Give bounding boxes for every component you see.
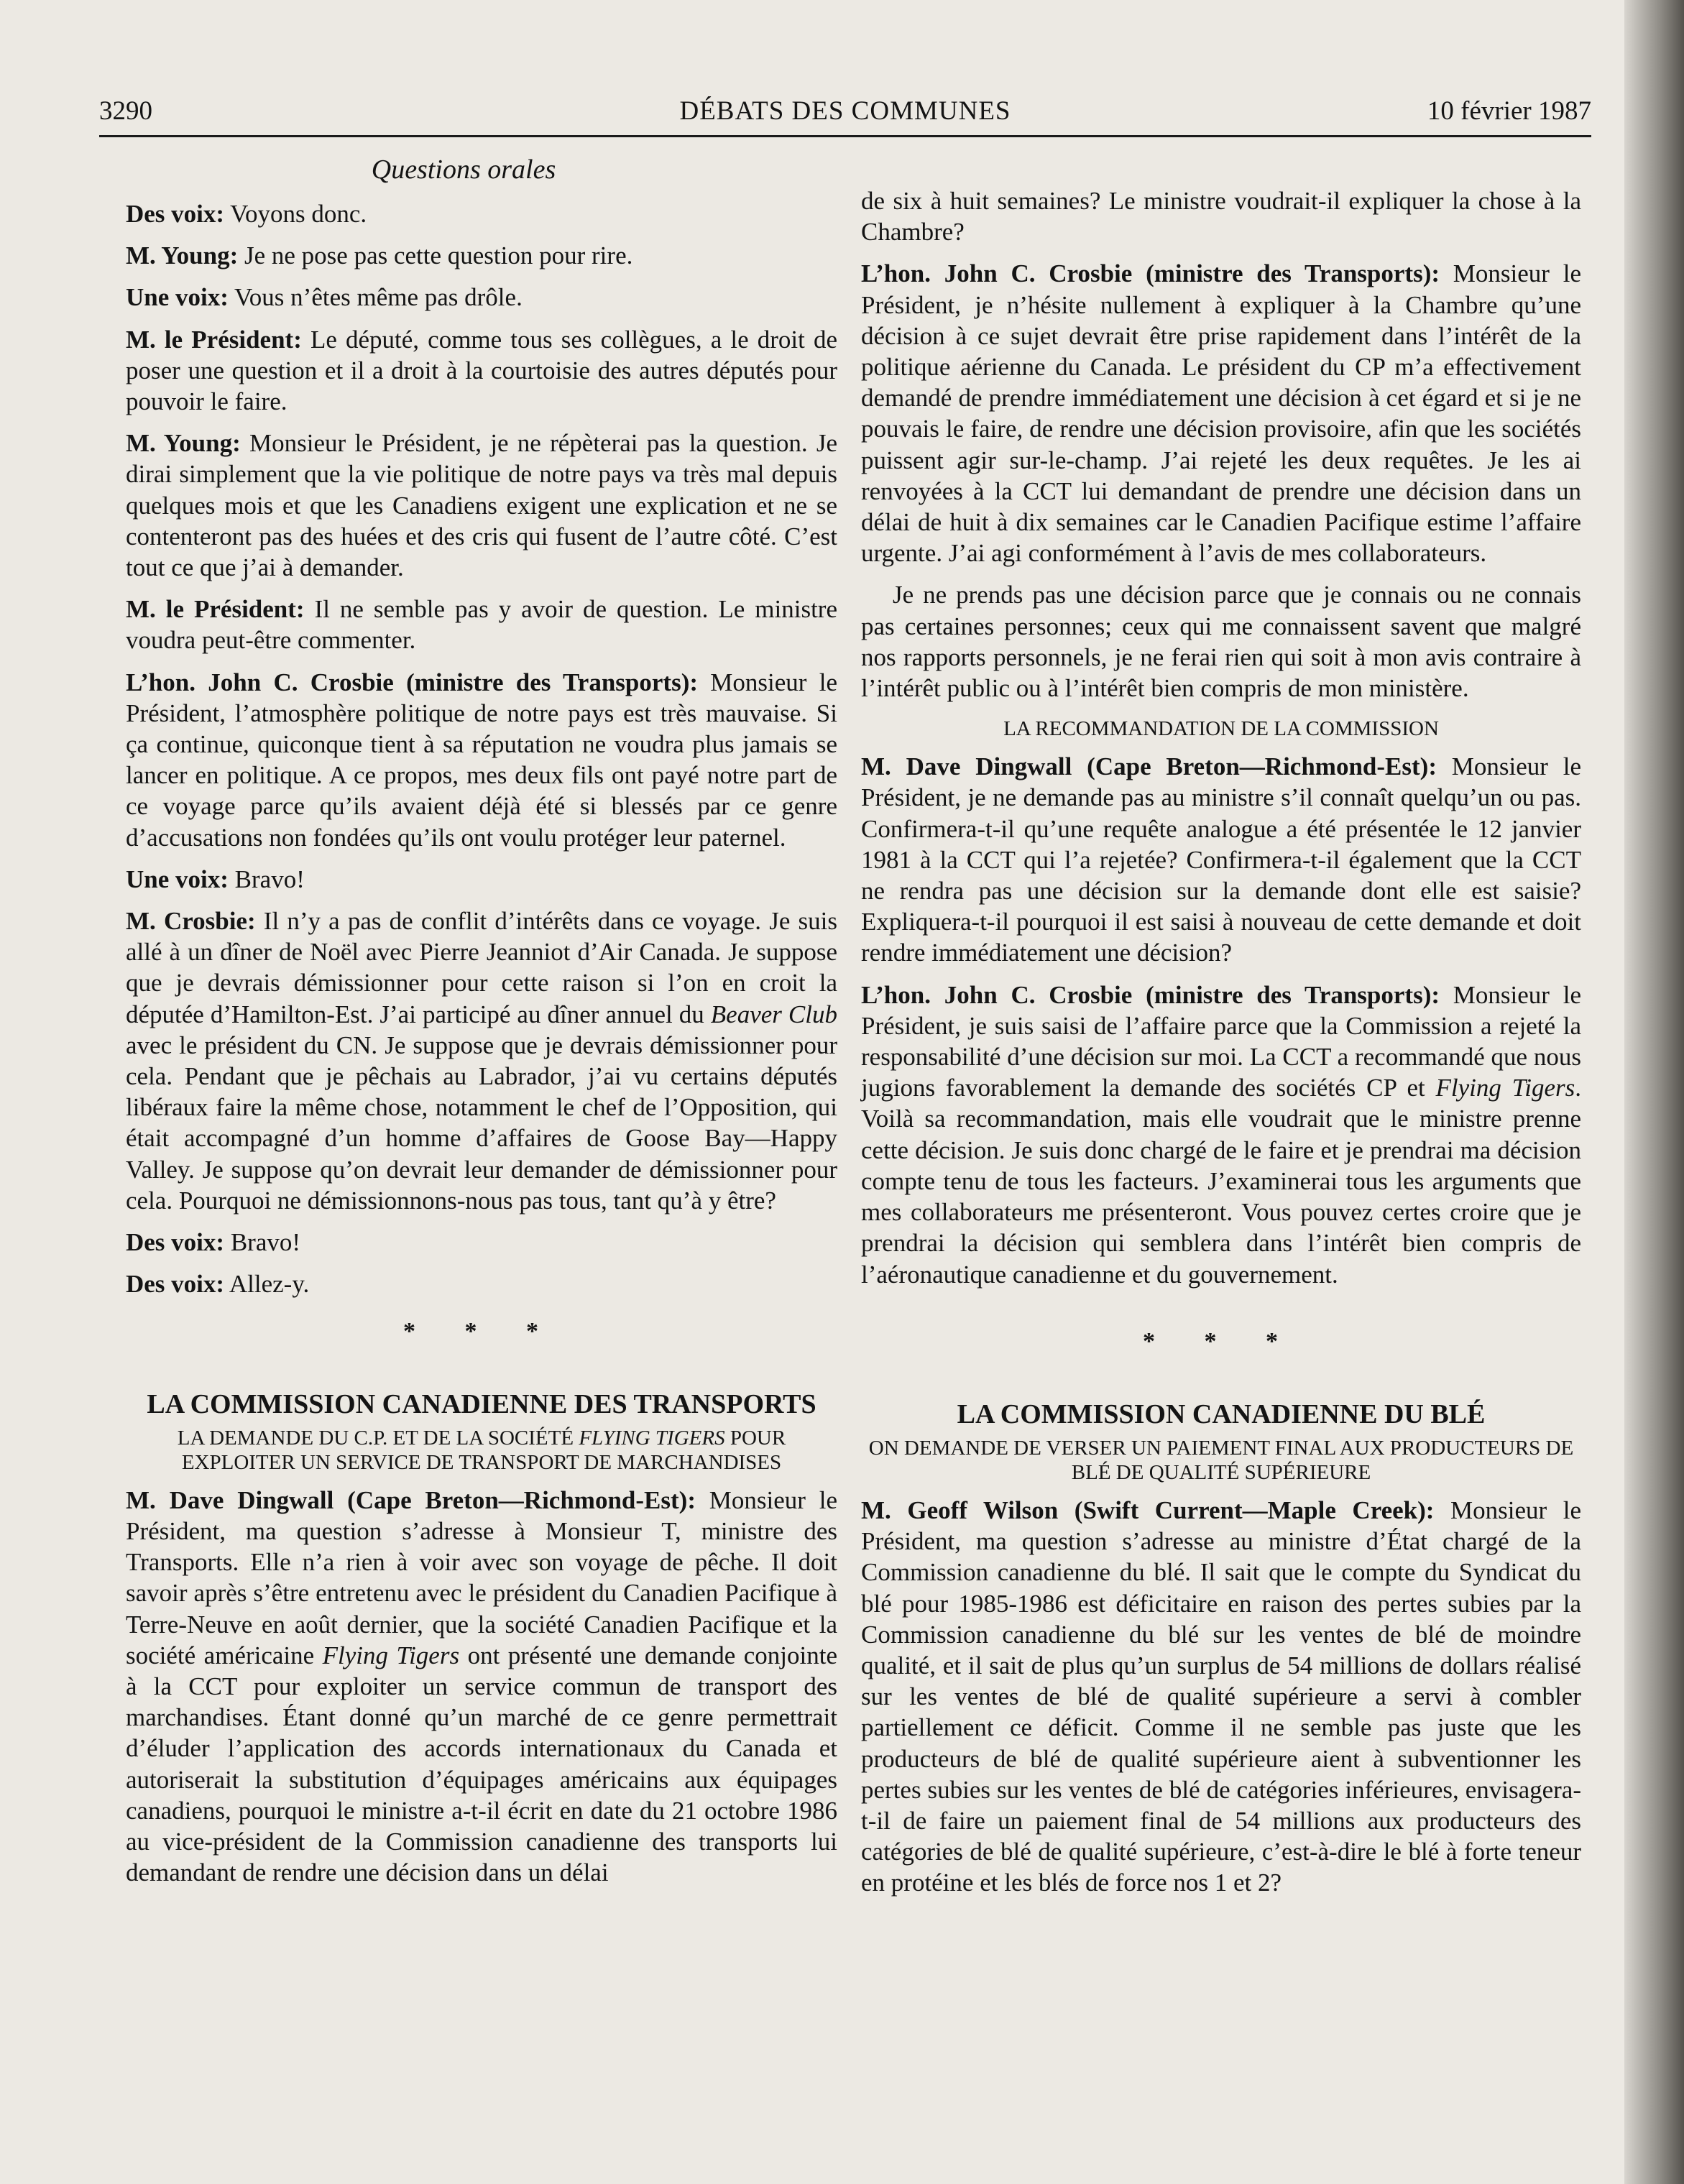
speech-text: Il ne semble pas y avoir de question. Le ministre voudra peut-être commenter. [126,595,837,655]
book-binding-edge [1624,0,1684,2184]
speaker: M. Young: [126,241,239,270]
speaker: Une voix: [126,865,229,893]
section-separator: * * * [403,1317,560,1345]
section-heading: LA COMMISSION CANADIENNE DU BLÉ [957,1399,1486,1429]
section-separator: * * * [1143,1327,1299,1355]
publication-title: DÉBATS DES COMMUNES [679,96,1011,126]
speech-text: Monsieur le Président, l’atmosphère politique de notre pays est très mauvaise. Si ça continue, quiconque tient à sa réputation ne voudra plus jamais se lancer en politique. A ce propos, mes deux fils ont payé notre part de ce voyage parce qu’ils avaient déjà été si blessés par ce genre d’accusations non fondées qu’ils ont voulu protéger leur paternel. [126,668,837,852]
speech-text: . Voilà sa recommandation, mais elle voudrait que le ministre prenne cette décision. Je suis donc chargé de le faire et je prendrai ma décision compte tenu de tous les facteurs. J’examinerai tous les arguments que mes collaborateurs me présenteront. Vous pouvez certes croire que je prendrai la décision qui semblera dans l’intérêt bien compris de l’aéronautique canadienne et du gouvernement. [861,1074,1581,1289]
speech-text: Monsieur le Président, je ne répèterai pas la question. Je dirai simplement que la vie politique de notre pays va très mal depuis quelques mois et que les Canadiens exigent une explication et ne se contenteront pas des huées et des cris qui fusent de l’autre côté. C’est tout ce que j’ai à demander. [126,429,837,582]
page-number: 3290 [99,96,152,126]
right-column [861,185,1581,1909]
speech-text: Allez-y. [224,1270,310,1299]
speech-text: Monsieur le Président, je suis saisi de l’affaire parce que la Commission a rejeté la responsabilité d’une décision sur moi. La CCT a recommandé que nous jugions favorablement la demande des sociétés CP et [861,980,1581,1102]
paragraph [126,864,837,895]
paragraph [126,240,837,271]
section-subheading: LA RECOMMANDATION DE LA COMMISSION [1003,717,1439,741]
speech-text: Je ne pose pas cette question pour rire. [238,241,633,270]
paragraph [126,1268,837,1299]
speech-text: Voyons donc. [224,200,367,228]
speech-text: de six à huit semaines? Le ministre voudrait-il expliquer la chose à la Chambre? [861,187,1581,246]
speech-text: ont présenté une demande conjointe à la CCT pour exploiter un service commun de transport des marchandises. Étant donné qu’un marché de ce genre permettrait d’éluder l’application des accords internationaux du Canada et autoriserait la substitution d’équipages américains aux équipages canadiens, pourquoi le ministre a-t-il écrit en date du 21 octobre 1986 au vice-président de la Commission canadienne des transports lui demandant de rendre une décision dans un délai [126,1641,837,1887]
paragraph [126,282,837,313]
speech-text: Le député, comme tous ses collègues, a le droit de poser une question et il a droit à la courtoisie des autres députés pour pouvoir le faire. [126,325,837,416]
italic-name: Beaver Club [710,1000,837,1028]
page-header [99,83,1591,137]
speaker: Des voix: [126,1270,225,1299]
speaker: L’hon. John C. Crosbie (ministre des Transports): [861,980,1440,1009]
speech-text: Monsieur le Président, je n’hésite nullement à expliquer à la Chambre qu’une décision à ce sujet devrait être prise rapidement dans l’intérêt de la politique aérienne du Canada. Le président du CP m’a effectivement demandé de prendre immédiatement une décision à cet égard et si je ne pouvais le faire, de rendre une décision provisoire, afin que les sociétés puissent agir sur-le-champ. J’ai rejeté les deux requêtes. Je les ai renvoyées à la CCT lui demandant de prendre une décision dans un délai de huit à dix semaines car le Canadien Pacifique estime l’affaire urgente. J’ai agi conformément à l’avis de mes collaborateurs. [861,259,1581,568]
section-heading: LA COMMISSION CANADIENNE DES TRANSPORTS [147,1388,816,1419]
speaker: M. Dave Dingwall (Cape Breton—Richmond-Est): [861,752,1437,781]
paragraph [861,980,1581,1290]
speaker: Une voix: [126,283,229,312]
section-title: Questions orales [371,155,556,185]
paragraph [126,1485,837,1889]
speech-text: Je ne prends pas une décision parce que je connais ou ne connais pas certaines personnes; ceux qui me connaissent savent que malgré nos rapports personnels, je ne ferai rien qui soit à mon avis contraire à l’intérêt public ou à l’intérêt bien compris de mon ministère. [861,581,1581,703]
paragraph [126,324,837,418]
paragraph [126,1227,837,1258]
left-column [126,198,837,1899]
italic-name: Flying Tigers [1435,1074,1575,1102]
speaker: L’hon. John C. Crosbie (ministre des Transports): [861,259,1440,288]
speaker: L’hon. John C. Crosbie (ministre des Transports): [126,668,699,696]
speaker: M. le Président: [126,325,302,354]
paragraph [861,579,1581,704]
speech-text: Vous n’êtes même pas drôle. [228,283,523,312]
speech-text: avec le président du CN. Je suppose que je devrais démissionner pour cela. Pendant que je pêchais au Labrador, j’ai vu certains députés libéraux faire la même chose, notamment le chef de l’Opposition, qui était accompagné d’un homme d’affaires de Goose Bay—Happy Valley. Je suppose qu’on devrait leur demander de démissionner pour cela. Pourquoi ne démissionnons-nous pas tous, tant qu’à y être? [126,1031,837,1215]
paragraph [861,258,1581,568]
speech-text: Monsieur le Président, ma question s’adresse au ministre d’État chargé de la Commission canadienne du blé. Il sait que le compte du Syndicat du blé pour 1985-1986 est déficitaire en raison des pertes subies par la Commission canadienne du blé sur les ventes de blé de moindre qualité, et il sait de plus qu’un surplus de 54 millions de dollars réalisé sur les ventes de blé de qualité supérieure a servi à combler partiellement ce déficit. Comme il ne semble pas juste que les producteurs de blé de qualité supérieure aient à subventionner les pertes subies sur les ventes de blé de catégories inférieures, envisagera-t-il de faire un paiement final de 54 millions aux producteurs des catégories de blé de qualité supérieure, c’est-à-dire le blé à forte teneur en protéine et les blés de force nos 1 et 2? [861,1496,1581,1897]
speech-text: Monsieur le Président, ma question s’adresse à Monsieur T, ministre des Transports. Elle n’a rien à voir avec son voyage de pêche. Il doit savoir après s’être entretenu avec le président du Canadien Pacifique à Terre-Neuve en août dernier, que la société Canadien Pacifique et la société américaine [126,1485,837,1669]
paragraph [861,1495,1581,1899]
speaker: M. Crosbie: [126,907,256,936]
subheading-text: LA DEMANDE DU C.P. ET DE LA SOCIÉTÉ [177,1426,579,1450]
subheading-text: POUR EXPLOITER UN SERVICE DE TRANSPORT DE MARCHANDISES [181,1426,786,1474]
speaker: M. Geoff Wilson (Swift Current—Maple Creek): [861,1496,1435,1524]
paragraph [861,185,1581,247]
section-subheading [126,1426,837,1475]
speech-text: Il n’y a pas de conflit d’intérêts dans ce voyage. Je suis allé à un dîner de Noël avec Pierre Jeanniot d’Air Canada. Je suppose que je devrais démissionner pour cette raison si l’on en croit la députée d’Hamilton-Est. J’ai participé au dîner annuel du [126,907,837,1028]
speech-text: Monsieur le Président, je ne demande pas au ministre s’il connaît quelqu’un ou pas. Confirmera-t-il qu’une requête analogue a été présentée le 12 janvier 1981 à la CCT qui l’a rejetée? Confirmera-t-il également que la CCT ne rendra pas une décision sur la demande dont elle est saisie? Expliquera-t-il pourquoi il est saisi à nouveau de cette demande et doit rendre immédiatement une décision? [861,752,1581,967]
speaker: Des voix: [126,200,225,228]
subheading-italic: FLYING TIGERS [579,1426,725,1450]
speaker: Des voix: [126,1228,225,1257]
paragraph [126,906,837,1216]
speech-text: Bravo! [228,865,305,893]
speaker: M. Dave Dingwall (Cape Breton—Richmond-Est): [126,1485,696,1514]
speech-text: Bravo! [224,1228,301,1257]
speaker: M. Young: [126,429,241,458]
paragraph [126,198,837,229]
issue-date: 10 février 1987 [1427,96,1591,126]
italic-name: Flying Tigers [322,1641,460,1669]
section-subheading: ON DEMANDE DE VERSER UN PAIEMENT FINAL AUX PRODUCTEURS DE BLÉ DE QUALITÉ SUPÉRIEURE [868,1436,1574,1484]
speaker: M. le Président: [126,595,305,624]
paragraph [126,428,837,583]
paragraph [861,751,1581,968]
paragraph [126,594,837,655]
paragraph [126,667,837,853]
